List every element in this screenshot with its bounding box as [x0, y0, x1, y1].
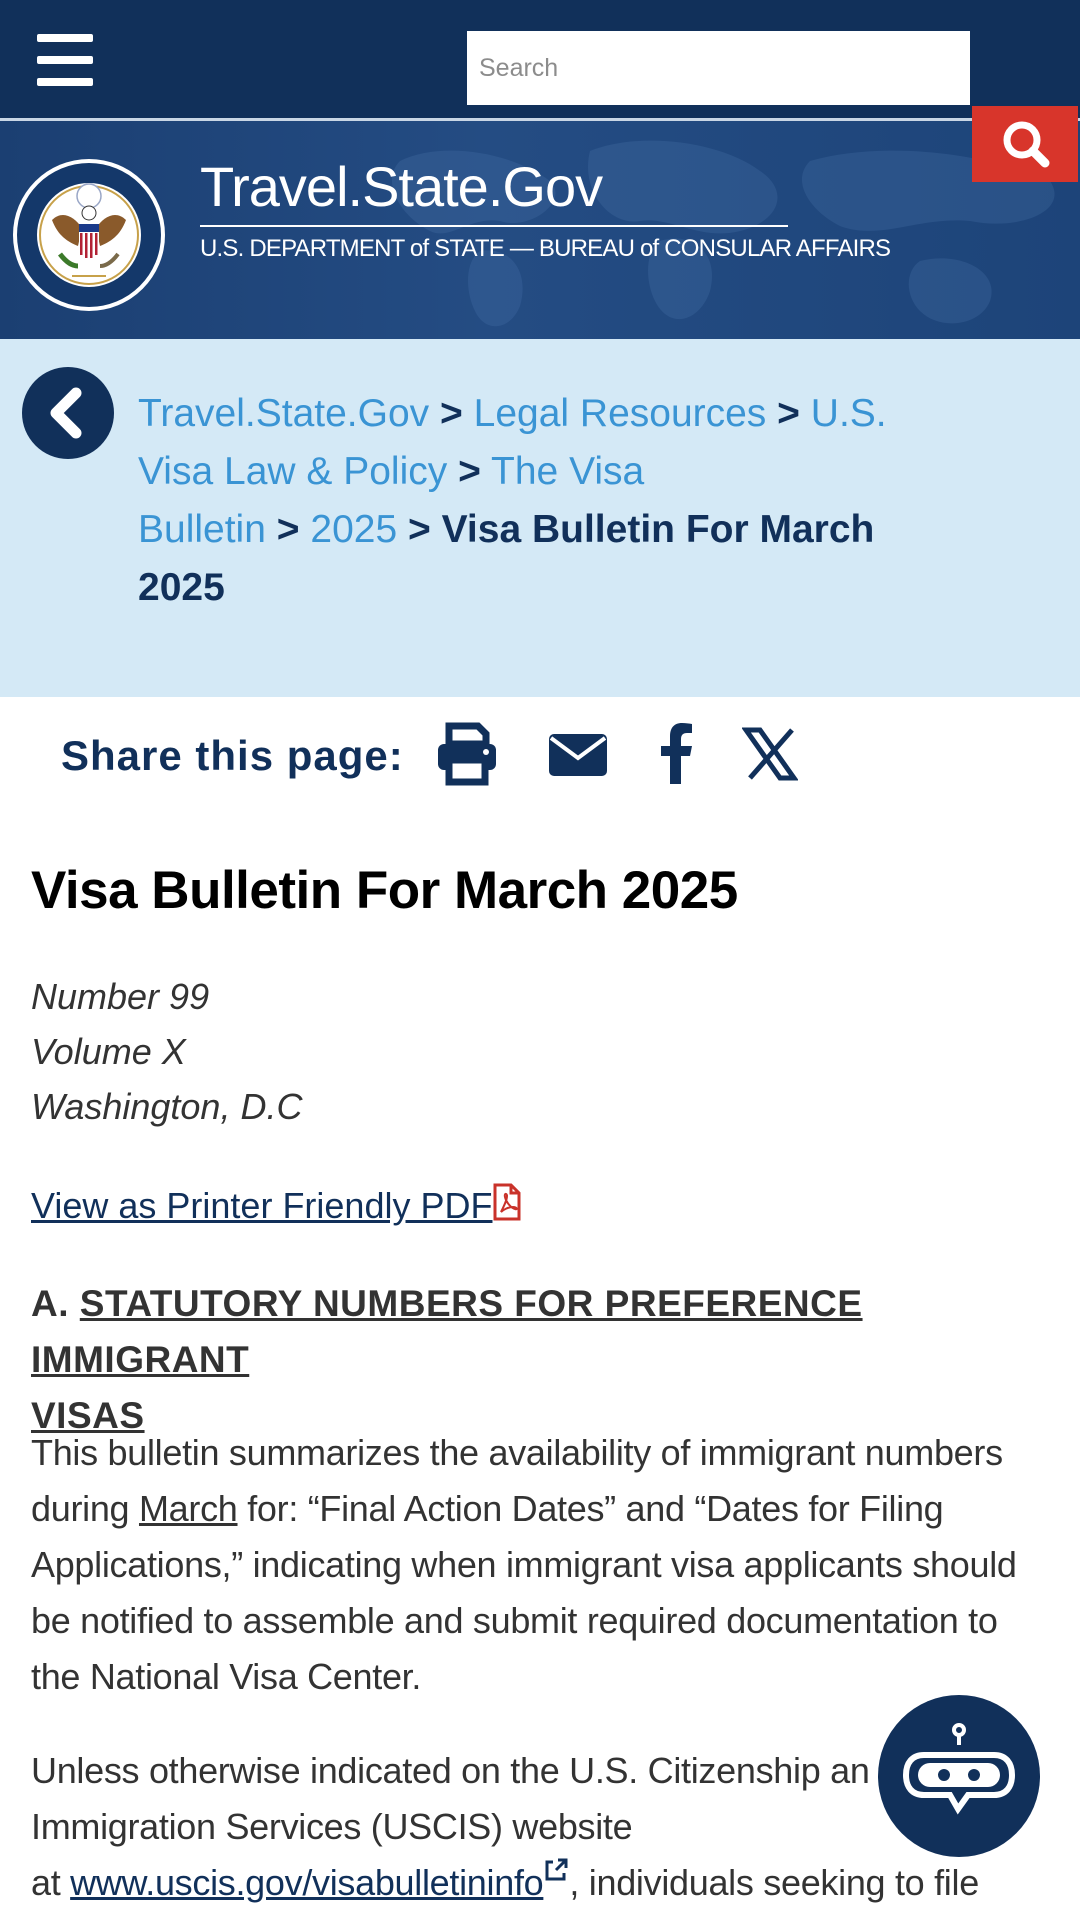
masthead: [0, 121, 1080, 339]
breadcrumb-item-2025[interactable]: 2025: [310, 508, 398, 551]
paragraph-text: during: [31, 1488, 139, 1529]
pdf-icon: [492, 1182, 522, 1222]
breadcrumb-separator: >: [276, 508, 300, 551]
paragraph-line: Unless otherwise indicated on the U.S. Citizenship an: [31, 1750, 870, 1791]
uscis-link-label: www.uscis.gov/visabulletininfo: [70, 1862, 544, 1903]
breadcrumb: [138, 385, 898, 617]
breadcrumb-item-legal-resources[interactable]: Legal Resources: [473, 392, 767, 435]
section-title-line1: STATUTORY NUMBERS FOR PREFERENCE IMMIGRANT: [31, 1283, 863, 1380]
breadcrumb-current-line2: 2025: [138, 566, 225, 609]
paragraph-line: This bulletin summarizes the availability of immigrant numbers: [31, 1432, 1003, 1473]
breadcrumb-item-travel-state-gov[interactable]: Travel.State.Gov: [138, 392, 430, 435]
search-icon: [972, 106, 1078, 182]
share-label: Share this page:: [61, 732, 404, 779]
robot-icon: [878, 1695, 1040, 1857]
menu-icon[interactable]: [37, 34, 93, 86]
print-icon[interactable]: [434, 720, 500, 786]
breadcrumb-separator: >: [440, 392, 463, 435]
paragraph-line: Applications,” indicating when immigrant visa applicants should: [31, 1544, 1017, 1585]
paragraph-text: , individuals seeking to file: [569, 1862, 979, 1903]
bulletin-location: Washington, D.C: [31, 1086, 303, 1127]
email-icon[interactable]: [547, 720, 609, 786]
month-text: March: [138, 1488, 238, 1529]
section-title-line2: VISAS: [31, 1395, 145, 1436]
breadcrumb-item-visa-bulletin-part1[interactable]: The Visa: [491, 450, 645, 493]
site-title[interactable]: Travel.State.Gov: [200, 155, 603, 218]
site-subtitle: U.S. DEPARTMENT of STATE — BUREAU of CONSULAR AFFAIRS: [200, 235, 891, 262]
breadcrumb-separator: >: [408, 508, 431, 551]
breadcrumb-item-visa-law-policy-part2[interactable]: Visa Law & Policy: [138, 450, 448, 493]
top-bar: [0, 0, 1080, 118]
back-button[interactable]: [22, 367, 114, 459]
breadcrumb-current-line1: Visa Bulletin For March: [441, 508, 875, 551]
intro-paragraph: [31, 1425, 1061, 1705]
paragraph-text: at: [31, 1862, 71, 1903]
x-icon[interactable]: [742, 720, 798, 786]
chevron-left-icon: [22, 367, 114, 459]
title-underline: [200, 225, 788, 227]
bulletin-volume: Volume X: [31, 1031, 186, 1072]
search-input[interactable]: [467, 31, 970, 105]
paragraph-line: be notified to assemble and submit required documentation to: [31, 1600, 998, 1641]
paragraph-line: the National Visa Center.: [31, 1656, 422, 1697]
pdf-link-label: View as Printer Friendly PDF: [31, 1185, 493, 1226]
breadcrumb-item-visa-bulletin-part2[interactable]: Bulletin: [138, 508, 266, 551]
section-heading: [31, 1276, 1051, 1444]
facebook-icon[interactable]: [655, 720, 695, 786]
paragraph-text: for: “Final Action Dates” and “Dates for Filing: [237, 1488, 944, 1529]
section-prefix: A.: [31, 1283, 80, 1324]
breadcrumb-separator: >: [777, 392, 800, 435]
department-of-state-seal: [12, 158, 166, 312]
breadcrumb-item-visa-law-policy-part1[interactable]: U.S.: [810, 392, 887, 435]
chatbot-button[interactable]: [878, 1695, 1040, 1857]
search-button[interactable]: [972, 106, 1078, 182]
external-link-icon: [543, 1857, 569, 1883]
breadcrumb-separator: >: [458, 450, 481, 493]
pdf-link[interactable]: [31, 1182, 522, 1227]
page-title: Visa Bulletin For March 2025: [31, 861, 738, 920]
bulletin-number: Number 99: [31, 976, 210, 1017]
paragraph-line: Immigration Services (USCIS) website: [31, 1806, 633, 1847]
